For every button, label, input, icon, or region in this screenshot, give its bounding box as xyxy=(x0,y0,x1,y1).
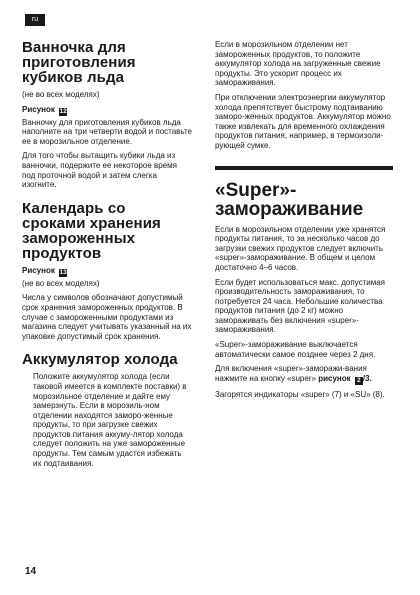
figure-suffix: /3. xyxy=(362,373,372,383)
ice-tray-paragraph-1: Ванночку для приготовления кубиков льда наполните на три четверти водой и поставьте ее в морозильное отделение. xyxy=(22,117,192,146)
super-freeze-paragraph-2: Если будет использоваться макс. допустимая производительность замораживания, то потребуется 24 часа. Небольшие количества продуктов питания (до 2 кг) можно замораживать без включения «super»-замораживания. xyxy=(215,277,385,335)
accumulator-paragraph-2: Если в морозильном отделении нет замороженных продуктов, то положите аккумулятор холода на загруженные свежие продукты. Это ускорит процесс их замораживания. xyxy=(215,40,381,88)
ice-tray-figure-ref xyxy=(22,105,192,116)
calendar-note: (не во всех моделях) xyxy=(22,278,100,288)
super-freeze-paragraph-5: Загорятся индикаторы «super» (7) и «SU» (8). xyxy=(215,389,385,399)
super-freeze-instruction: Для включения «super»-заморажи-вания нажмите на кнопку «super» xyxy=(215,364,367,383)
ice-tray-heading: Ванночка для приготовления кубиков льда xyxy=(22,39,136,86)
left-column xyxy=(22,40,192,473)
figure-number-box: 12 xyxy=(59,107,67,115)
figure-number-box: 13 xyxy=(59,268,67,276)
cold-accumulator-paragraph: Положите аккумулятор холода (если таковой имеется в комплекте поставки) в морозильное отделение и дайте ему замерзнуть. Если в морозиль-ном отделении находятся заморо-женные продукты, то при загрузке свежих продуктов питания аккуму-лятор холода следует положить на уже замороженные продукты. Тем самым удастся избежать их подтаивания. xyxy=(33,372,187,468)
super-freeze-heading: «Super»-замораживание xyxy=(215,179,364,220)
section-divider xyxy=(215,166,393,170)
super-freeze-paragraph-4 xyxy=(215,364,393,385)
figure-label: Рисунок xyxy=(22,265,55,275)
ice-tray-note: (не во всех моделях) xyxy=(22,90,100,99)
super-freeze-paragraph-3: «Super»-замораживание выключается автоматически самое позднее через 2 дня. xyxy=(215,340,376,359)
calendar-paragraph: Числа у символов обозначают допустимый срок хранения замороженных продуктов. В случае с замороженными продуктами из магазина следует учитывать указанный на их упаковке допустимый срок хранения. xyxy=(22,293,192,341)
accumulator-paragraph-3: При отключении электроэнергии аккумулятор холода препятствует быстрому подтаиванию заморо-женных продуктов. Аккумулятор можно также извлекать для временного охлаждения продуктов питания, например, в термоизоли-рующей сумке. xyxy=(215,92,391,150)
calendar-figure-ref xyxy=(22,266,192,277)
ice-tray-paragraph-2: Для того чтобы вытащить кубики льда из ванночки, подержите ее некоторое время под проточной водой и затем слегка изогните. xyxy=(22,151,177,190)
language-tag: ru xyxy=(25,14,45,26)
calendar-heading: Календарь со сроками хранения замороженных продуктов xyxy=(22,199,161,262)
page-number: 14 xyxy=(25,566,37,577)
right-column xyxy=(215,40,393,404)
super-freeze-paragraph-1: Если в морозильном отделении уже хранятся продукты питания, то за несколько часов до загрузки свежих продуктов следует включить «super»-замораживание. В общем и целом достаточно 4–6 часов. xyxy=(215,224,386,272)
figure-label: Рисунок xyxy=(22,104,55,114)
figure-number-box: 2 xyxy=(355,377,363,385)
figure-label: рисунок xyxy=(318,373,351,383)
cold-accumulator-heading: Аккумулятор холода xyxy=(22,351,178,369)
